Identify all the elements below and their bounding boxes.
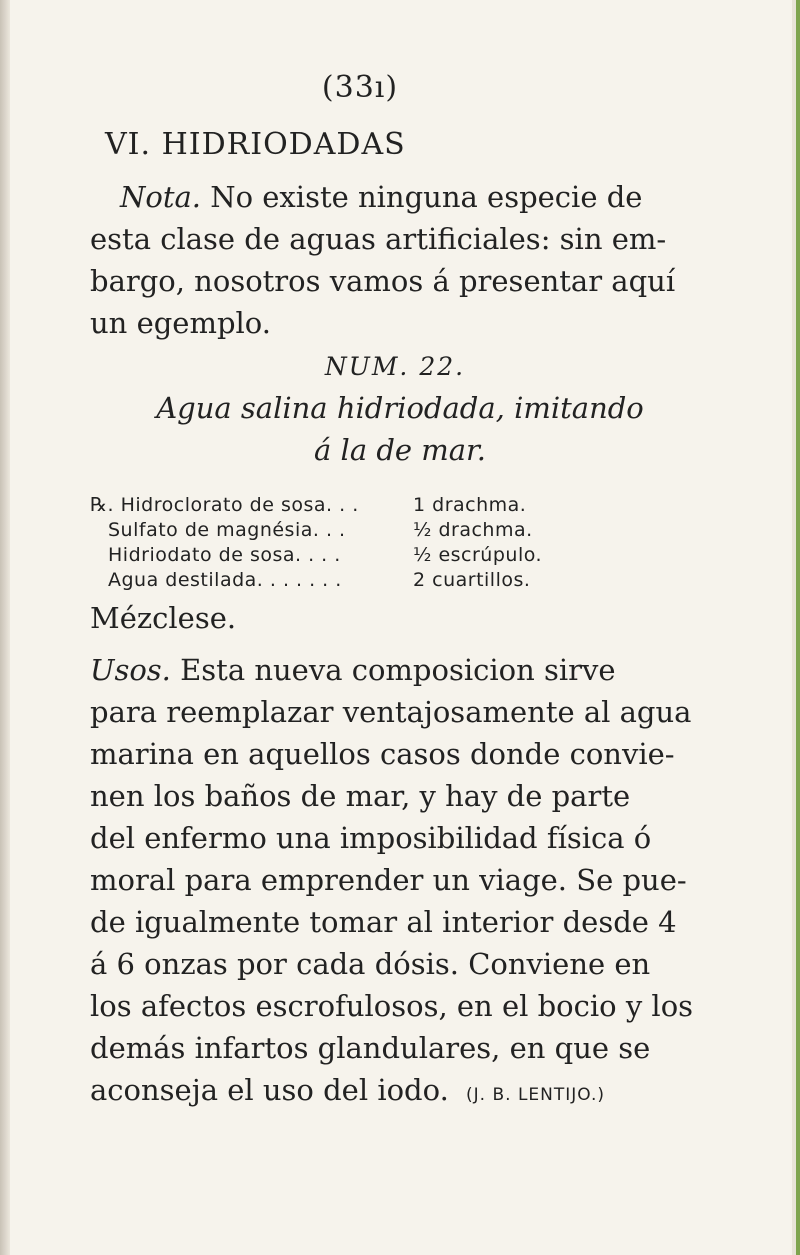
formula-list (90, 493, 740, 593)
usos-line: del enfermo una imposibilidad física ó (90, 821, 652, 855)
recipe-title-line: á la de mar. (314, 433, 486, 467)
formula-row (108, 543, 740, 568)
book-page (90, 70, 740, 1116)
usos-paragraph (90, 649, 740, 1116)
usos-line: marina en aquellos casos donde convie- (90, 737, 675, 771)
formula-row (108, 518, 740, 543)
section-title: VI. HIDRIODADAS (105, 127, 406, 162)
usos-line-text: Esta nueva composicion sirve (180, 653, 616, 687)
usos-line: demás infartos glandulares, en que se (90, 1031, 651, 1065)
note-line-text: No existe ninguna especie de (210, 180, 643, 214)
formula-quantity: 2 cuartillos. (413, 569, 531, 591)
usos-line: para reemplazar ventajosamente al agua (90, 695, 692, 729)
formula-ingredient: Agua destilada. . . . . . . (108, 569, 342, 591)
formula-quantity: 1 drachma. (413, 494, 527, 516)
formula-ingredient: Sulfato de magnésia. . . (108, 519, 346, 541)
usos-line-text: aconseja el uso del iodo. (90, 1073, 449, 1107)
usos-line (90, 1069, 740, 1116)
usos-line: nen los baños de mar, y hay de parte (90, 779, 631, 813)
page-number: (33ı) (321, 70, 399, 105)
recipe-title (60, 387, 740, 471)
book-spine-edge (0, 0, 10, 1255)
page-right-edge (792, 0, 800, 1255)
formula-ingredient: Hidriodato de sosa. . . . (108, 544, 341, 566)
formula-ingredient: ℞. Hidroclorato de sosa. . . (90, 494, 359, 516)
note-paragraph (90, 176, 740, 344)
formula-row (108, 568, 740, 593)
usos-label: Usos. (90, 653, 171, 687)
note-line: esta clase de aguas artificiales: sin em- (90, 222, 667, 256)
formula-quantity: ½ drachma. (413, 519, 533, 541)
note-line: bargo, nosotros vamos á presentar aquí (90, 264, 676, 298)
mix-instruction: Mézclese. (90, 601, 237, 635)
usos-line: á 6 onzas por cada dósis. Conviene en (90, 947, 651, 981)
recipe-number: NUM. 22. (324, 352, 466, 381)
usos-line: moral para emprender un viage. Se pue- (90, 863, 687, 897)
recipe-title-line: Agua salina hidriodada, imitando (156, 391, 644, 425)
note-label: Nota. (120, 180, 201, 214)
usos-line: los afectos escrofulosos, en el bocio y los (90, 989, 694, 1023)
formula-row (90, 493, 740, 518)
author-signature: (J. B. LENTIJO.) (466, 1085, 606, 1105)
note-line (90, 176, 740, 218)
note-line: un egemplo. (90, 306, 271, 340)
usos-line: de igualmente tomar al interior desde 4 (90, 905, 677, 939)
usos-line (90, 649, 740, 691)
formula-quantity: ½ escrúpulo. (413, 544, 543, 566)
